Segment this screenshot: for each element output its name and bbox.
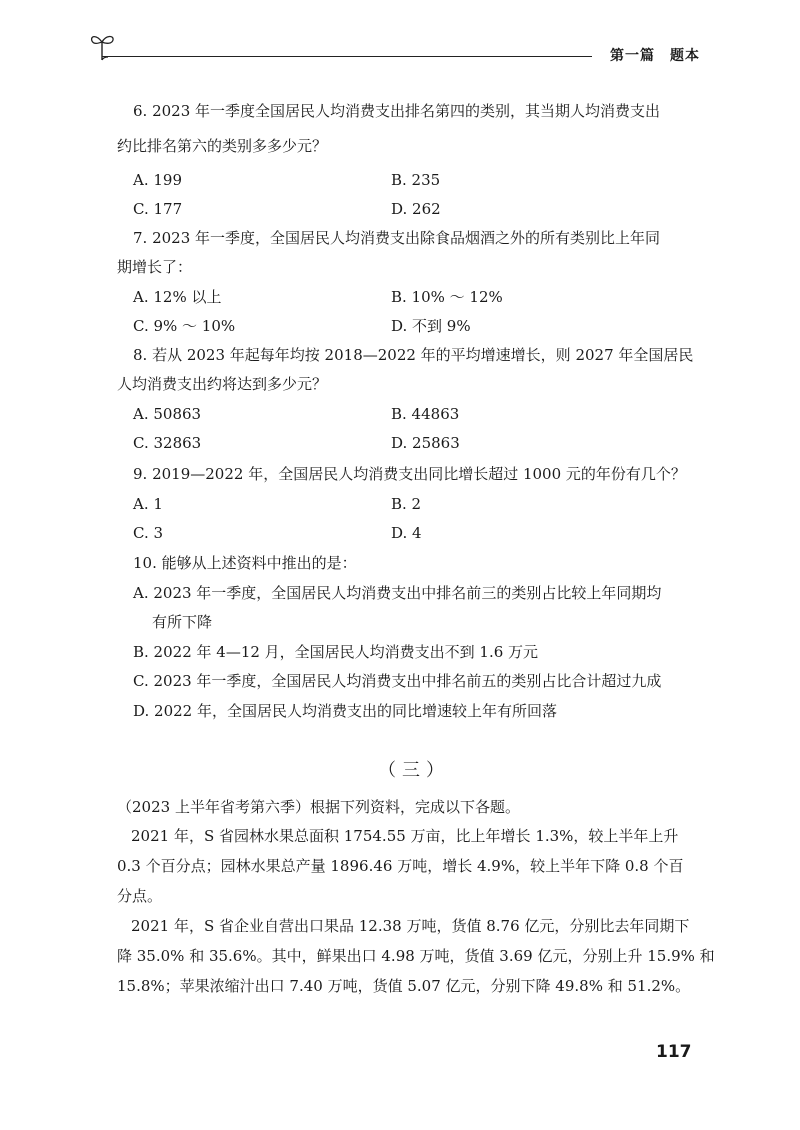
question-9-stem: 9. 2019—2022 年，全国居民人均消费支出同比增长超过 1000 元的年份有几个？ <box>133 465 686 483</box>
paragraph-2-line-2: 降 35.0% 和 35.6%。其中，鲜果出口 4.98 万吨，货值 3.69 亿元，分别上升 15.9% 和 <box>117 947 715 965</box>
page-number: 117 <box>656 1042 692 1062</box>
question-10-option-d: D. 2022 年，全国居民人均消费支出的同比增速较上年有所回落 <box>133 702 557 720</box>
question-9-option-a: A. 1 <box>133 495 163 513</box>
paragraph-1-line-1: 2021 年，S 省园林水果总面积 1754.55 万亩，比上年增长 1.3%，较上半年上升 <box>131 827 679 845</box>
header-title: 第一篇 题本 <box>610 48 700 64</box>
question-8-option-b: B. 44863 <box>391 405 460 423</box>
paragraph-2-line-3: 15.8%；苹果浓缩汁出口 7.40 万吨，货值 5.07 亿元，分别下降 49.8% 和 51.2%。 <box>117 977 691 995</box>
question-8-option-d: D. 25863 <box>391 434 460 452</box>
question-10-option-c: C. 2023 年一季度，全国居民人均消费支出中排名前五的类别占比合计超过九成 <box>133 672 662 690</box>
running-header <box>88 30 700 66</box>
question-8-stem-cont: 人均消费支出约将达到多少元？ <box>117 375 328 393</box>
section-title: （三） <box>378 760 450 781</box>
question-7-stem-cont: 期增长了： <box>117 258 193 276</box>
question-10-option-a-cont: 有所下降 <box>152 613 213 631</box>
paragraph-1-line-3: 分点。 <box>117 887 163 905</box>
question-8-option-a: A. 50863 <box>133 405 202 423</box>
question-8-option-c: C. 32863 <box>133 434 202 452</box>
paragraph-1-line-2: 0.3 个百分点；园林水果总产量 1896.46 万吨，增长 4.9%，较上半年下降 0.8 个百 <box>117 857 684 875</box>
question-8-stem: 8. 若从 2023 年起每年均按 2018—2022 年的平均增速增长，则 2027 年全国居民 <box>133 346 694 364</box>
question-7-option-a: A. 12% 以上 <box>133 288 222 306</box>
section-intro: （2023 上半年省考第六季）根据下列资料，完成以下各题。 <box>117 798 520 816</box>
question-7-option-d: D. 不到 9% <box>391 317 471 335</box>
paragraph-2-line-1: 2021 年，S 省企业自营出口果品 12.38 万吨，货值 8.76 亿元，分别比去年同期下 <box>131 917 690 935</box>
question-9-option-c: C. 3 <box>133 524 164 542</box>
question-6-stem-cont: 约比排名第六的类别多多少元？ <box>117 137 328 155</box>
question-7-option-b: B. 10% ～ 12% <box>391 288 503 306</box>
question-10-stem: 10. 能够从上述资料中推出的是： <box>133 554 357 572</box>
question-6-option-d: D. 262 <box>391 200 441 218</box>
question-10-option-b: B. 2022 年 4—12 月，全国居民人均消费支出不到 1.6 万元 <box>133 643 539 661</box>
question-7-option-c: C. 9% ～ 10% <box>133 317 236 335</box>
question-7-stem: 7. 2023 年一季度，全国居民人均消费支出除食品烟酒之外的所有类别比上年同 <box>133 229 661 247</box>
question-9-option-d: D. 4 <box>391 524 422 542</box>
question-6-stem: 6. 2023 年一季度全国居民人均消费支出排名第四的类别，其当期人均消费支出 <box>133 102 661 120</box>
header-rule <box>102 56 592 57</box>
question-6-option-a: A. 199 <box>133 171 182 189</box>
question-9-option-b: B. 2 <box>391 495 422 513</box>
question-6-option-c: C. 177 <box>133 200 183 218</box>
question-6-option-b: B. 235 <box>391 171 441 189</box>
sprout-icon <box>88 30 118 64</box>
question-10-option-a: A. 2023 年一季度，全国居民人均消费支出中排名前三的类别占比较上年同期均 <box>133 584 662 602</box>
